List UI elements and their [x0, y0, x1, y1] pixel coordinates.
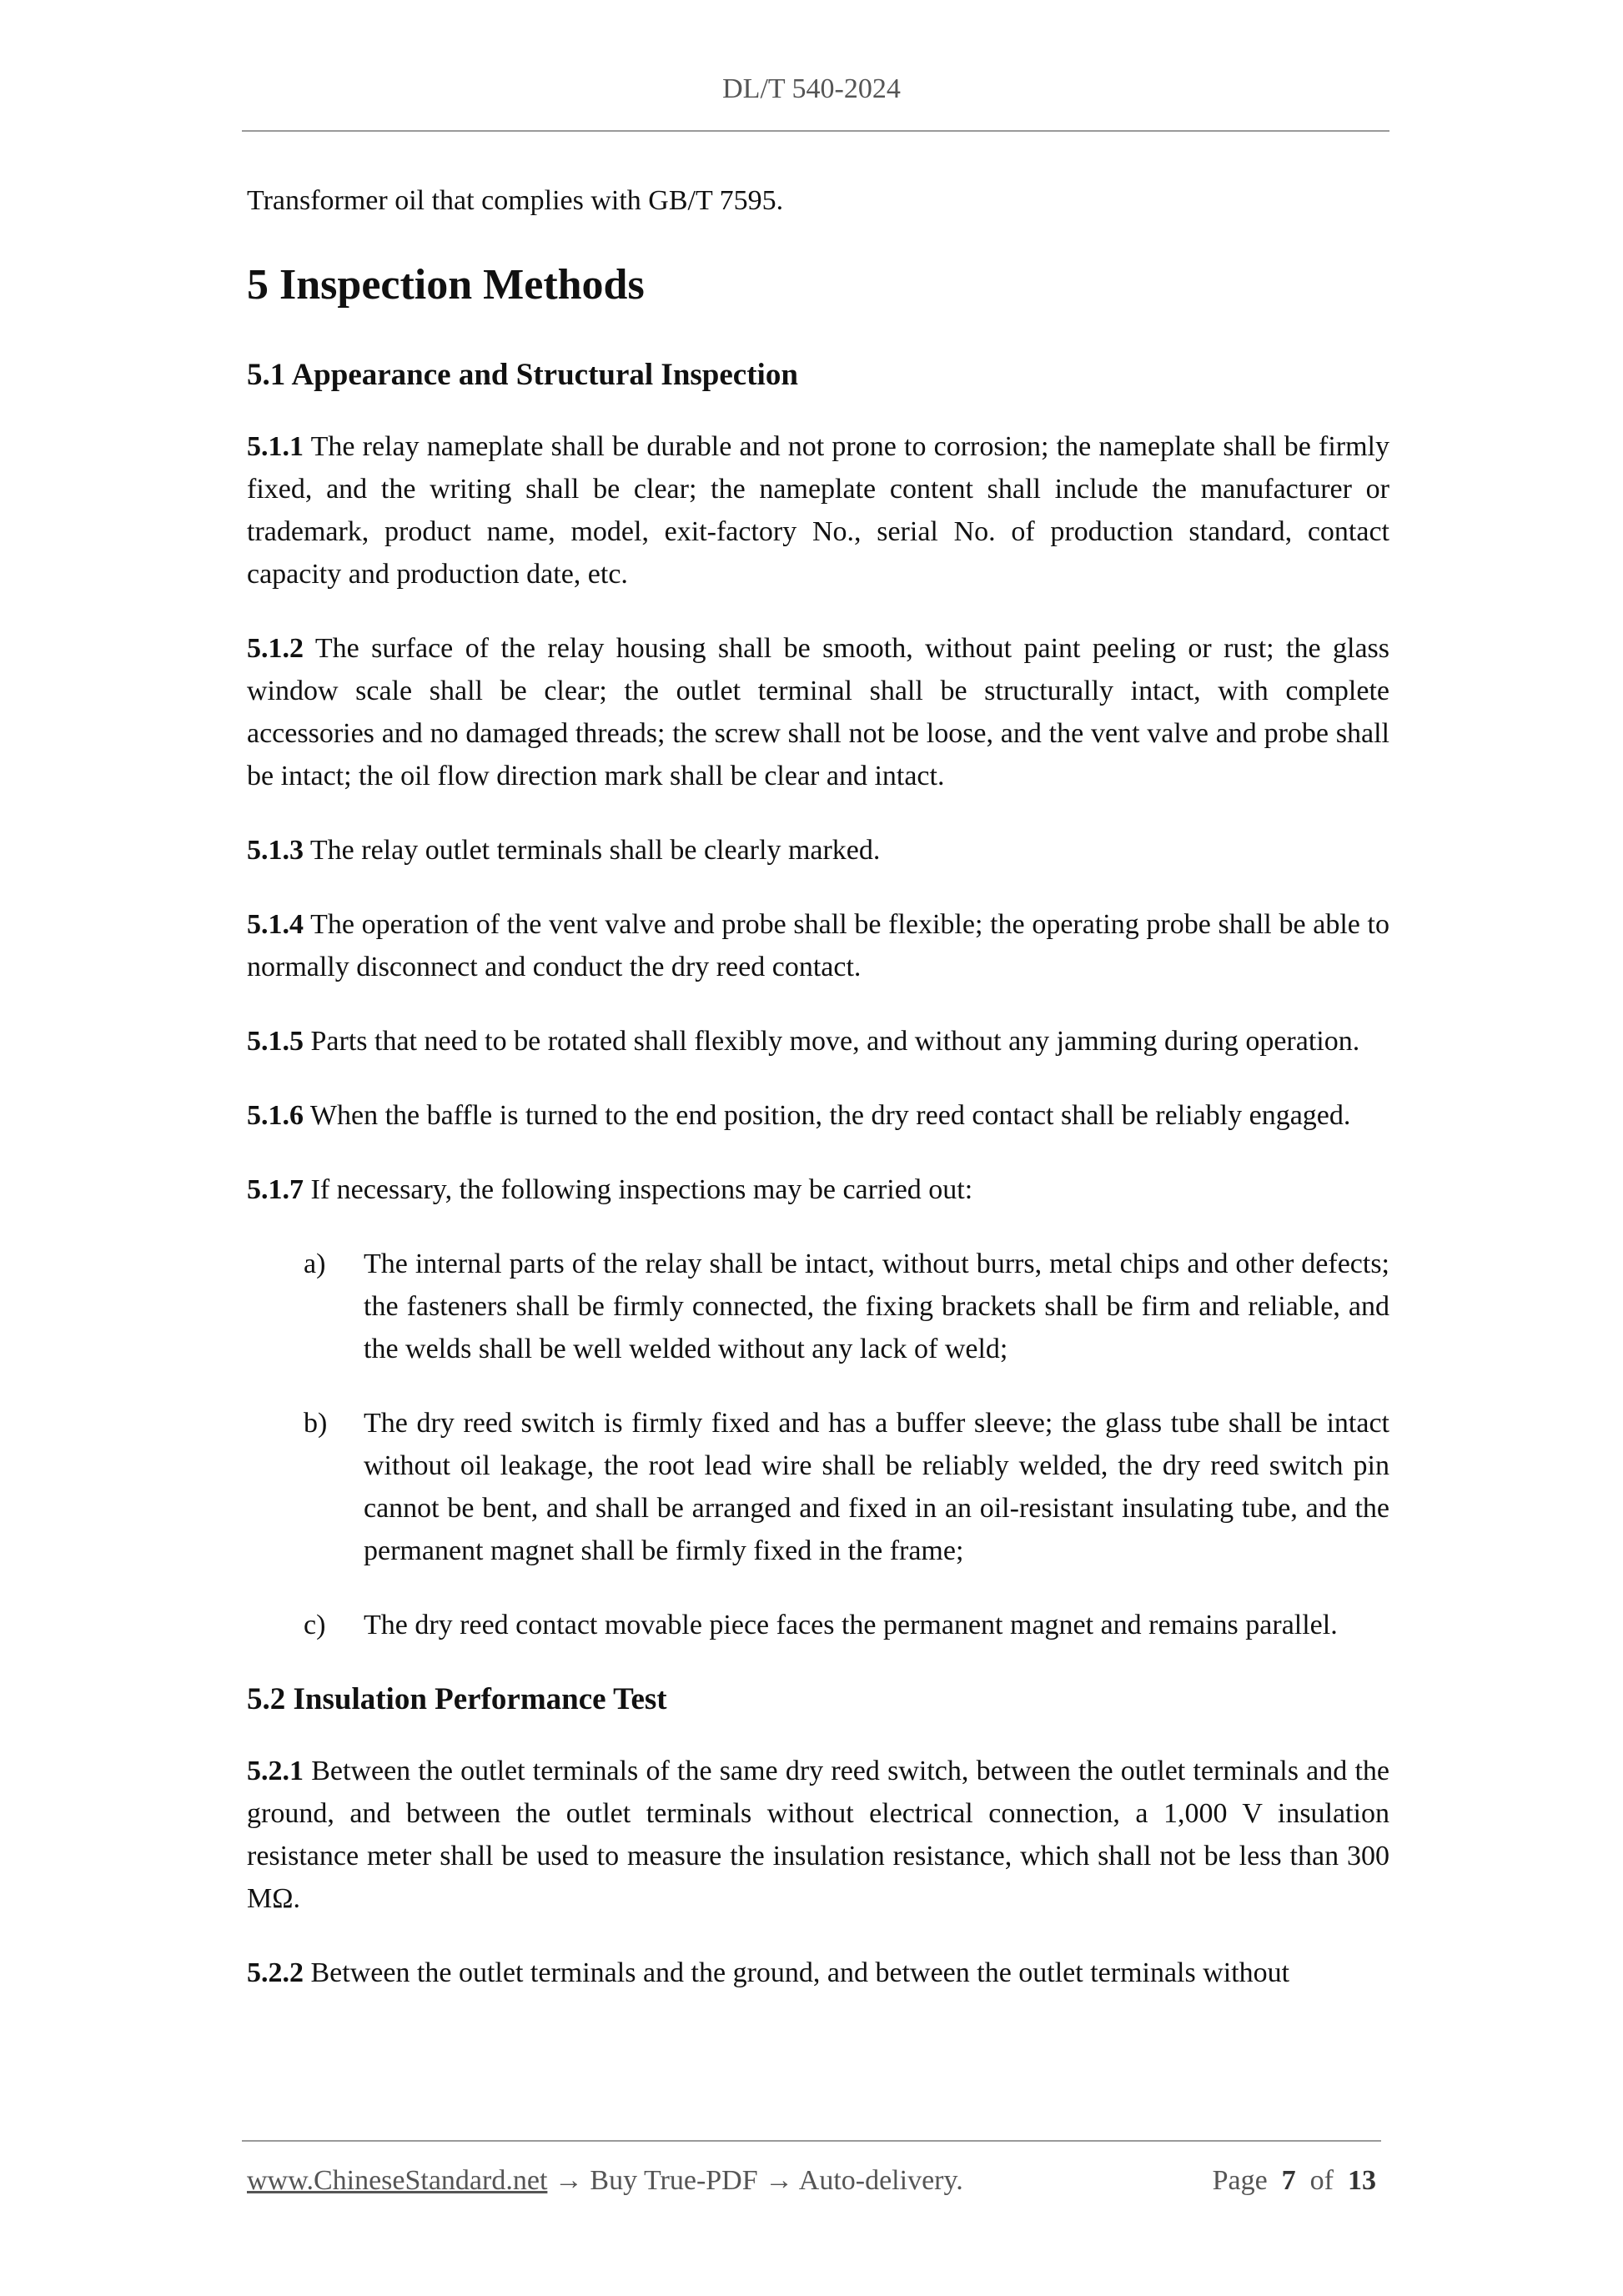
list-item	[247, 1604, 1389, 1646]
clause-5-1-6	[247, 1094, 1389, 1137]
clause-5-1-5	[247, 1020, 1389, 1063]
page-content	[247, 179, 1389, 2026]
inspection-list	[247, 1243, 1389, 1646]
page-indicator	[1213, 2162, 1376, 2200]
clause-number: 5.2.2	[247, 1957, 304, 1988]
footer-promo-text: → Buy True-PDF → Auto-delivery.	[547, 2165, 963, 2196]
clause-5-1-4	[247, 903, 1389, 988]
list-item	[247, 1402, 1389, 1572]
clause-number: 5.1.7	[247, 1174, 304, 1205]
page-total: 13	[1348, 2165, 1376, 2196]
page-of-label: of	[1309, 2165, 1334, 2196]
clause-text: If necessary, the following inspections may be carried out:	[310, 1174, 973, 1205]
clause-number: 5.2.1	[247, 1756, 304, 1786]
clause-5-2-1	[247, 1750, 1389, 1920]
list-marker: b)	[304, 1408, 328, 1439]
clause-5-2-2	[247, 1952, 1389, 1994]
clause-text: When the baffle is turned to the end position, the dry reed contact shall be reliably engaged.	[309, 1100, 1351, 1131]
clause-number: 5.1.3	[247, 835, 304, 866]
section-5-2-heading: 5.2 Insulation Performance Test	[247, 1682, 667, 1716]
footer-divider	[242, 2140, 1381, 2142]
clause-text: The surface of the relay housing shall be smooth, without paint peeling or rust; the glass window scale shall be clear; the outlet terminal shall be structurally intact, with complete accessories and no damaged threads; the screw shall not be loose, and the vent valve and probe shall be intact; the oil flow direction mark shall be clear and intact.	[247, 633, 1389, 791]
list-marker: a)	[304, 1248, 326, 1279]
clause-text: Between the outlet terminals of the same dry reed switch, between the outlet terminals and the ground, and between the outlet terminals without electrical connection, a 1,000 V insulation resistance meter shall be used to measure the insulation resistance, which shall not be less than 300 MΩ.	[247, 1756, 1390, 1914]
footer-promo	[247, 2162, 963, 2200]
list-item-text: The dry reed switch is firmly fixed and has a buffer sleeve; the glass tube shall be intact without oil leakage, the root lead wire shall be reliably welded, the dry reed switch pin cannot be bent, and shall be arranged and fixed in an oil-resistant insulating tube, and the permanent magnet shall be firmly fixed in the frame;	[364, 1408, 1389, 1566]
list-item	[247, 1243, 1389, 1370]
clause-text: Between the outlet terminals and the ground, and between the outlet terminals without	[310, 1957, 1290, 1988]
clause-number: 5.1.6	[247, 1100, 304, 1131]
clause-number: 5.1.4	[247, 909, 304, 940]
clause-text: The relay nameplate shall be durable and not prone to corrosion; the nameplate shall be firmly fixed, and the writing shall be clear; the nameplate content shall include the manufacturer or trademark, product name, model, exit-factory No., serial No. of production standard, contact capacity and production date, etc.	[247, 431, 1389, 590]
header-divider	[242, 130, 1389, 132]
clause-number: 5.1.5	[247, 1026, 304, 1057]
list-marker: c)	[304, 1610, 326, 1640]
section-5-heading: 5 Inspection Methods	[247, 261, 645, 309]
intro-paragraph: Transformer oil that complies with GB/T 7595.	[247, 185, 784, 216]
clause-number: 5.1.1	[247, 431, 304, 462]
clause-text: Parts that need to be rotated shall flexibly move, and without any jamming during operation.	[310, 1026, 1360, 1057]
clause-5-1-3	[247, 829, 1389, 872]
clause-5-1-1	[247, 425, 1389, 595]
page-current: 7	[1281, 2165, 1296, 2196]
site-link[interactable]: www.ChineseStandard.net	[247, 2165, 548, 2196]
section-5-1-heading: 5.1 Appearance and Structural Inspection	[247, 358, 798, 392]
list-item-text: The internal parts of the relay shall be intact, without burrs, metal chips and other defects; the fasteners shall be firmly connected, the fixing brackets shall be firm and reliable, and the welds shall be well welded without any lack of weld;	[364, 1248, 1389, 1364]
document-header-id: DL/T 540-2024	[722, 73, 901, 104]
page-label: Page	[1212, 2165, 1268, 2196]
clause-5-1-7	[247, 1168, 1389, 1211]
clause-text: The relay outlet terminals shall be clearly marked.	[309, 835, 881, 866]
clause-number: 5.1.2	[247, 633, 304, 664]
clause-text: The operation of the vent valve and probe shall be flexible; the operating probe shall be able to normally disconnect and conduct the dry reed contact.	[247, 909, 1390, 982]
list-item-text: The dry reed contact movable piece faces the permanent magnet and remains parallel.	[364, 1610, 1338, 1640]
clause-5-1-2	[247, 627, 1389, 797]
